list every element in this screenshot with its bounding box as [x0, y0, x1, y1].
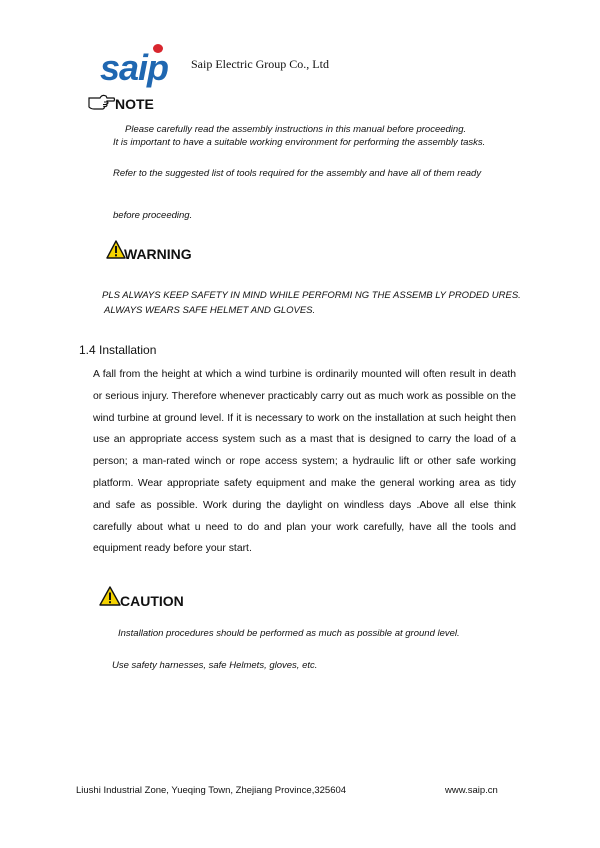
footer-address: Liushi Industrial Zone, Yueqing Town, Zhejiang Province,325604: [76, 785, 347, 796]
warning-line-2: ALWAYS WEARS SAFE HELMET AND GLOVES.: [104, 305, 316, 316]
note-line-1: Please carefully read the assembly instructions in this manual before proceeding.: [125, 124, 467, 135]
logo-wordmark: saip: [100, 47, 169, 88]
warning-triangle-icon: [99, 586, 121, 606]
footer-website[interactable]: www.saip.cn: [445, 785, 498, 796]
note-line-2: It is important to have a suitable working environment for performing the assembly tasks.: [113, 137, 486, 148]
company-logo: [100, 44, 170, 86]
pointing-hand-icon: [88, 93, 116, 111]
caution-line-2: Use safety harnesses, safe Helmets, gloves, etc.: [112, 660, 318, 671]
company-name: Saip Electric Group Co., Ltd: [191, 57, 329, 71]
caution-label: CAUTION: [120, 593, 184, 609]
warning-triangle-icon: [106, 240, 126, 259]
caution-line-1: Installation procedures should be performed as much as possible at ground level.: [118, 628, 460, 639]
warning-line-1: PLS ALWAYS KEEP SAFETY IN MIND WHILE PERFORMI NG THE ASSEMB LY PRODED URES.: [102, 290, 521, 301]
note-line-4: before proceeding.: [113, 210, 193, 221]
note-label: NOTE: [115, 96, 154, 112]
section-paragraph: A fall from the height at which a wind turbine is ordinarily mounted will often result in death or serious injury. Therefore whenever practicably carry out as much work as possible on the wind turbine at ground level. If it is necessary to work on the installation at such height then use an appropriate access system such as a mast that is designed to carry the load of a person; a man-rated winch or rope access system; a hydraulic lift or other safe working platform. Wear appropriate safety equipment and make the general working area as tidy and safe as possible. Work during the daylight on windless days .Above all else think carefully about what u need to do and plan your work carefully, have all the tools and equipment ready before your start.: [93, 369, 516, 555]
note-line-3: Refer to the suggested list of tools required for the assembly and have all of them ready: [113, 168, 482, 179]
warning-label: WARNING: [124, 246, 192, 262]
section-title: 1.4 Installation: [79, 343, 157, 357]
